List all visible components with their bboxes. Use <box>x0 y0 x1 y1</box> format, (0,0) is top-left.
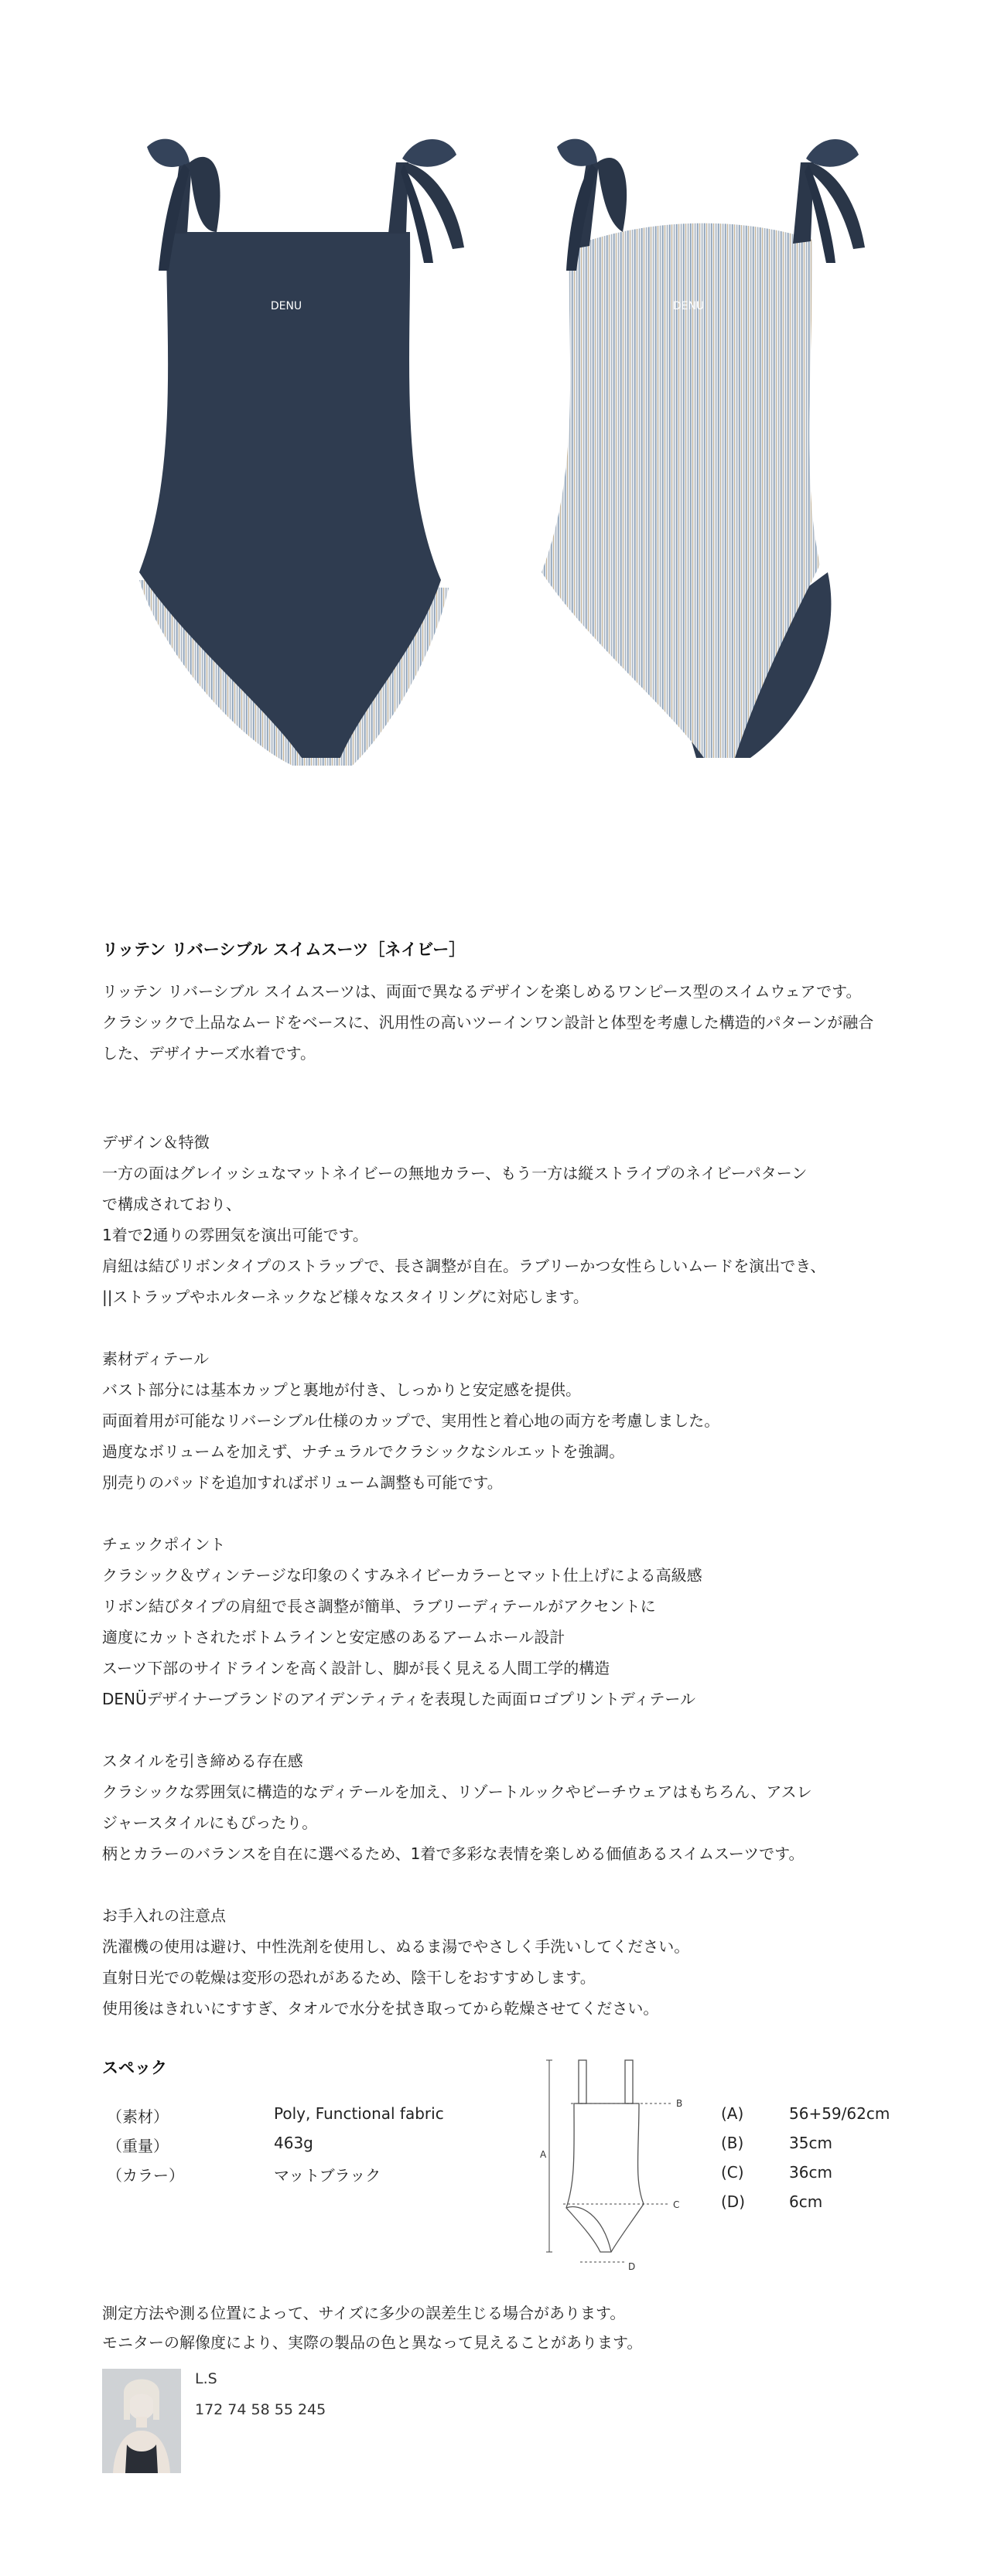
section-line: 別売りのパッドを追加すればボリューム調整も可能です。 <box>102 1473 503 1492</box>
measurement-value: 56+59/62cm <box>789 2104 890 2123</box>
section-line: バスト部分には基本カップと裏地が付き、しっかりと安定感を提供。 <box>102 1380 581 1399</box>
section-heading: お手入れの注意点 <box>102 1906 226 1925</box>
section-line: 1着で2通りの雰囲気を演出可能です。 <box>102 1226 368 1244</box>
product-image-front-solid <box>93 116 495 766</box>
section-line: で構成されており、 <box>102 1195 241 1213</box>
measurement-value: 6cm <box>789 2192 823 2211</box>
section-heading: デザイン＆特徴 <box>102 1133 210 1152</box>
section-care <box>102 1900 883 2024</box>
section-line: 柄とカラーのバランスを自在に選べるため、1着で多彩な表情を楽しめる価値あるスイムスーツです。 <box>102 1844 805 1863</box>
diagram-label-b: B <box>676 2098 683 2109</box>
section-material <box>102 1343 883 1498</box>
section-design <box>102 1127 883 1312</box>
section-checkpoint <box>102 1529 883 1714</box>
section-line: 直射日光での乾燥は変形の恐れがあるため、陰干しをおすすめします。 <box>102 1968 596 1987</box>
intro-line: クラシックで上品なムードをベースに、汎用性の高いツーインワン設計と体型を考慮した構造的パターンが融合した、デザイナーズ水着です。 <box>102 1013 874 1063</box>
measurement-key: (C) <box>721 2163 744 2182</box>
measurement-value: 36cm <box>789 2163 832 2182</box>
section-line: 過度なボリュームを加えず、ナチュラルでクラシックなシルエットを強調。 <box>102 1442 625 1461</box>
product-image-front-stripe <box>495 116 897 766</box>
spec-title: スペック <box>102 2059 167 2077</box>
spec-key: （重量） <box>107 2137 169 2155</box>
spec-key: （素材） <box>107 2107 169 2126</box>
measurement-key: (D) <box>721 2192 746 2211</box>
section-line: 適度にカットされたボトムラインと安定感のあるアームホール設計 <box>102 1628 565 1646</box>
measurement-value: 35cm <box>789 2134 832 2152</box>
diagram-label-d: D <box>628 2261 636 2272</box>
spec-value: Poly, Functional fabric <box>274 2104 444 2123</box>
section-line: 両面着用が可能なリバーシブル仕様のカップで、実用性と着心地の両方を考慮しました。 <box>102 1411 720 1430</box>
spec-value: マットブラック <box>274 2166 381 2185</box>
logo-print: DENU <box>672 300 705 312</box>
section-heading: 素材ディテール <box>102 1349 209 1368</box>
spec-key: （カラー） <box>107 2166 184 2185</box>
section-line: ジャースタイルにもぴったり。 <box>102 1813 318 1832</box>
intro-text <box>102 976 883 1069</box>
intro-line: リッテン リバーシブル スイムスーツは、両面で異なるデザインを楽しめるワンピース型のスイムウェアです。 <box>102 982 862 1001</box>
note-monitor: モニターの解像度により、実際の製品の色と異なって見えることがあります。 <box>102 2333 643 2352</box>
model-measurements: 172 74 58 55 245 <box>195 2401 326 2418</box>
section-line: ||ストラップやホルターネックなど様々なスタイリングに対応します。 <box>102 1288 589 1306</box>
section-style <box>102 1745 883 1869</box>
diagram-label-c: C <box>673 2199 680 2210</box>
section-heading: スタイルを引き締める存在感 <box>102 1752 303 1770</box>
measurement-key: (B) <box>721 2134 744 2152</box>
section-line: 肩紐は結びリボンタイプのストラップで、長さ調整が自在。ラブリーかつ女性らしいムードを演出でき、 <box>102 1257 826 1275</box>
section-line: 洗濯機の使用は避け、中性洗剤を使用し、ぬるま湯でやさしく手洗いしてください。 <box>102 1937 690 1956</box>
section-line: クラシック＆ヴィンテージな印象のくすみネイビーカラーとマット仕上げによる高級感 <box>102 1566 702 1585</box>
diagram-label-a: A <box>540 2149 547 2160</box>
model-photo <box>102 2369 181 2473</box>
section-line: スーツ下部のサイドラインを高く設計し、脚が長く見える人間工学的構造 <box>102 1659 610 1677</box>
product-title: リッテン リバーシブル スイムスーツ［ネイビー］ <box>102 940 466 959</box>
logo-print: DENU <box>270 300 302 312</box>
note-measurement: 測定方法や測る位置によって、サイズに多少の誤差生じる場合があります。 <box>102 2304 626 2322</box>
model-size-label: L.S <box>195 2370 217 2387</box>
section-line: リボン結びタイプの肩紐で長さ調整が簡単、ラブリーディテールがアクセントに <box>102 1597 656 1616</box>
section-line: DENÜデザイナーブランドのアイデンティティを表現した両面ロゴプリントディテール <box>102 1690 696 1708</box>
spec-value: 463g <box>274 2134 313 2152</box>
section-heading: チェックポイント <box>102 1535 226 1554</box>
measurement-key: (A) <box>721 2104 744 2123</box>
section-line: 使用後はきれいにすすぎ、タオルで水分を拭き取ってから乾燥させてください。 <box>102 1999 659 2018</box>
size-diagram <box>534 2049 719 2274</box>
section-line: 一方の面はグレイッシュなマットネイビーの無地カラー、もう一方は縦ストライプのネイビーパターン <box>102 1164 808 1182</box>
section-line: クラシックな雰囲気に構造的なディテールを加え、リゾートルックやビーチウェアはもちろん、アスレ <box>102 1783 812 1801</box>
